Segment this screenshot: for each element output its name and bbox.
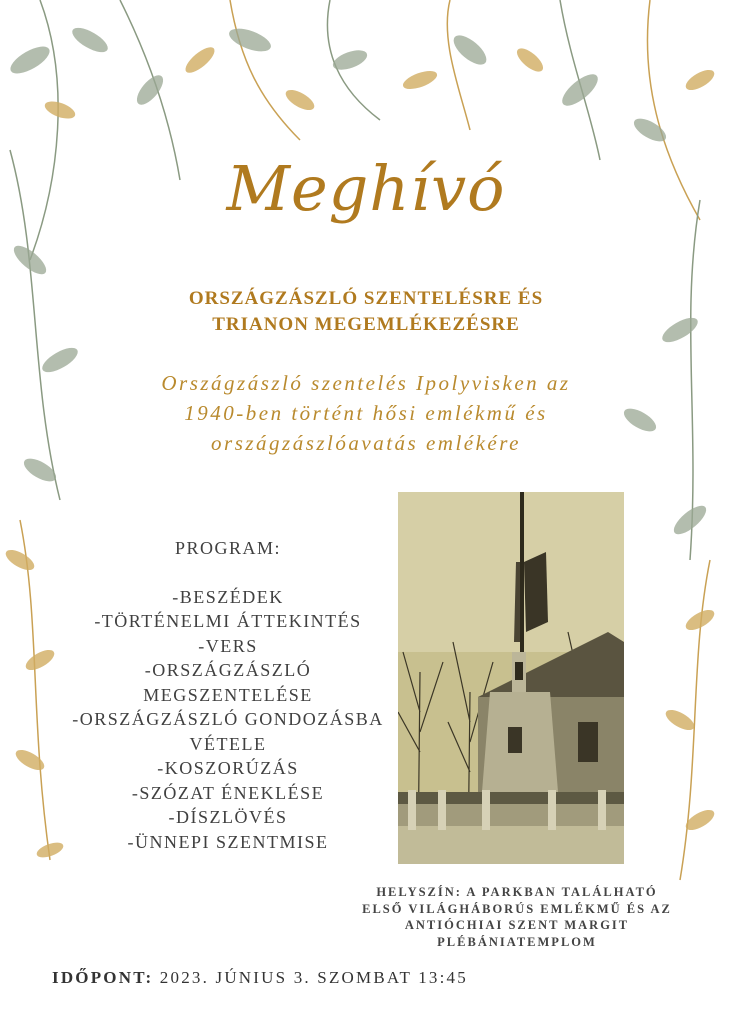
location-line: ANTIÓCHIAI SZENT MARGIT (404, 918, 630, 932)
datetime-label: IDŐPONT: (52, 968, 154, 987)
program-item: -ÜNNEPI SZENTMISE (127, 831, 329, 852)
location-line: HELYSZÍN: A PARKBAN TALÁLHATÓ (376, 885, 658, 899)
subtitle-line: TRIANON MEGEMLÉKEZÉSRE (212, 314, 520, 335)
program-item: -ORSZÁGZÁSZLÓ GONDOZÁSBA (72, 709, 384, 729)
description-line: Országzászló szentelés Ipolyvisken az (161, 371, 571, 395)
event-description (120, 368, 612, 458)
description-line: 1940-ben történt hősi emlékmű és (184, 401, 548, 425)
program-item: VÉTELE (189, 733, 267, 754)
event-subtitle (150, 286, 582, 338)
event-datetime (52, 968, 468, 988)
subtitle-line: ORSZÁGZÁSZLÓ SZENTELÉSRE ÉS (188, 288, 544, 309)
datetime-value: 2023. JÚNIUS 3. SZOMBAT 13:45 (159, 968, 468, 987)
program-item: -SZÓZAT ÉNEKLÉSE (131, 782, 325, 803)
program-heading: PROGRAM: (174, 538, 282, 558)
program-item: -DÍSZLÖVÉS (168, 807, 288, 827)
location-line: PLÉBÁNIATEMPLOM (437, 934, 597, 949)
location-line: ELSŐ VILÁGHÁBORÚS EMLÉKMŰ ÉS AZ (362, 901, 672, 916)
invitation-title: Meghívó (226, 152, 506, 225)
program-item: -BESZÉDEK (172, 586, 284, 607)
location-text (362, 884, 672, 950)
memorial-photo (398, 492, 624, 864)
program-item: MEGSZENTELÉSE (143, 684, 313, 705)
program-item: -KOSZORÚZÁS (157, 758, 299, 778)
program-list (50, 536, 406, 854)
program-item: -VERS (198, 635, 258, 656)
program-item: -TÖRTÉNELMI ÁTTEKINTÉS (94, 611, 362, 631)
program-item: -ORSZÁGZÁSZLÓ (144, 660, 312, 680)
description-line: országzászlóavatás emlékére (211, 431, 521, 455)
